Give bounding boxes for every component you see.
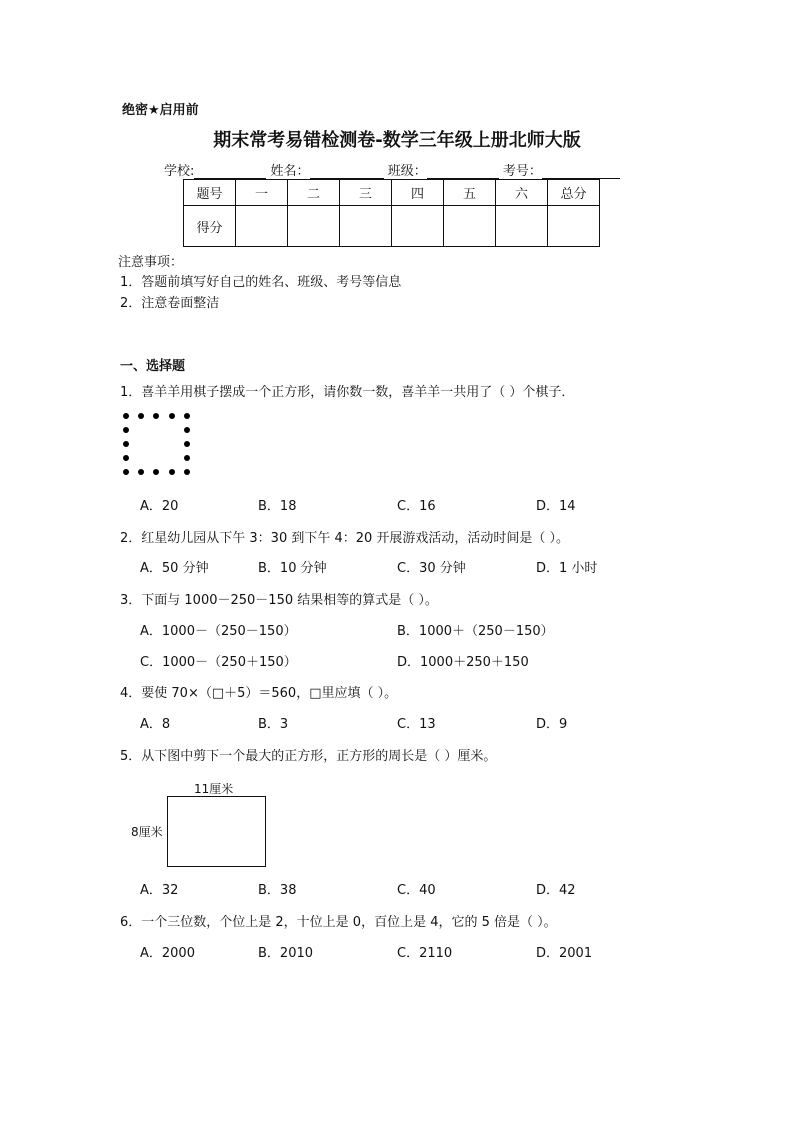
name-blank[interactable] bbox=[310, 164, 384, 179]
chess-dot bbox=[123, 413, 129, 419]
score-cell[interactable] bbox=[288, 206, 340, 247]
chess-dot bbox=[184, 469, 190, 475]
school-label: 学校: bbox=[164, 164, 195, 179]
option-d[interactable]: D．42 bbox=[536, 883, 576, 898]
section-heading: 一、选择题 bbox=[120, 359, 186, 374]
chess-dot bbox=[123, 427, 129, 433]
confidential-mark: 绝密★启用前 bbox=[122, 103, 199, 118]
option-a[interactable]: A．50 分钟 bbox=[140, 561, 209, 576]
chess-dot bbox=[138, 413, 144, 419]
chess-dot bbox=[184, 455, 190, 461]
option-b[interactable]: B．38 bbox=[258, 883, 297, 898]
chess-dot bbox=[184, 413, 190, 419]
option-a[interactable]: A．1000－（250－150） bbox=[140, 624, 297, 639]
option-c[interactable]: C．40 bbox=[397, 883, 436, 898]
chess-dot bbox=[123, 469, 129, 475]
class-label: 班级： bbox=[387, 164, 427, 179]
rectangle-width-label: 11厘米 bbox=[194, 782, 234, 796]
chess-dot bbox=[169, 469, 175, 475]
chess-dot bbox=[123, 441, 129, 447]
option-c[interactable]: C．30 分钟 bbox=[397, 561, 466, 576]
option-b[interactable]: B．3 bbox=[258, 717, 289, 732]
option-c[interactable]: C．1000－（250＋150） bbox=[140, 655, 297, 670]
score-header-cell: 题号 bbox=[184, 180, 236, 206]
name-label: 姓名： bbox=[270, 164, 310, 179]
option-a[interactable]: A．20 bbox=[140, 499, 179, 514]
chess-dot bbox=[184, 441, 190, 447]
chess-dot bbox=[123, 455, 129, 461]
option-d[interactable]: D．1 小时 bbox=[536, 561, 598, 576]
option-d[interactable]: D．2001 bbox=[536, 946, 593, 961]
chess-dot bbox=[153, 413, 159, 419]
score-header-cell: 四 bbox=[392, 180, 444, 206]
score-cell[interactable] bbox=[444, 206, 496, 247]
option-b[interactable]: B．1000＋（250－150） bbox=[397, 624, 554, 639]
option-b[interactable]: B．10 分钟 bbox=[258, 561, 327, 576]
note-item: 2．注意卷面整洁 bbox=[120, 296, 220, 311]
option-d[interactable]: D．1000＋250＋150 bbox=[397, 655, 529, 670]
score-cell[interactable] bbox=[340, 206, 392, 247]
score-header-cell: 六 bbox=[496, 180, 548, 206]
note-item: 1．答题前填写好自己的姓名、班级、考号等信息 bbox=[120, 275, 402, 290]
rectangle-height-label: 8厘米 bbox=[131, 825, 163, 839]
option-b[interactable]: B．18 bbox=[258, 499, 297, 514]
option-c[interactable]: C．2110 bbox=[397, 946, 453, 961]
option-d[interactable]: D．9 bbox=[536, 717, 568, 732]
score-row-label: 得分 bbox=[184, 206, 236, 247]
question-5: 5．从下图中剪下一个最大的正方形，正方形的周长是（ ）厘米。 bbox=[120, 749, 497, 764]
score-cell[interactable] bbox=[392, 206, 444, 247]
score-header-cell: 五 bbox=[444, 180, 496, 206]
student-info-line bbox=[164, 160, 620, 179]
score-header-cell: 总分 bbox=[548, 180, 600, 206]
page-title: 期末常考易错检测卷-数学三年级上册北师大版 bbox=[213, 130, 581, 151]
chess-dot bbox=[138, 469, 144, 475]
score-header-cell: 三 bbox=[340, 180, 392, 206]
exam-no-blank[interactable] bbox=[542, 164, 620, 179]
score-cell[interactable] bbox=[496, 206, 548, 247]
question-4: 4．要使 70×（□＋5）＝560，□里应填（ ）。 bbox=[120, 686, 398, 701]
question-1: 1．喜羊羊用棋子摆成一个正方形，请你数一数，喜羊羊一共用了（ ）个棋子． bbox=[120, 385, 575, 400]
exam-no-label: 考号： bbox=[502, 164, 542, 179]
option-a[interactable]: A．8 bbox=[140, 717, 171, 732]
option-c[interactable]: C．16 bbox=[397, 499, 436, 514]
question-3: 3．下面与 1000－250－150 结果相等的算式是（ ）。 bbox=[120, 593, 438, 608]
rectangle-figure bbox=[167, 796, 266, 867]
school-blank[interactable] bbox=[194, 164, 266, 179]
notes-title: 注意事项： bbox=[118, 255, 184, 270]
class-blank[interactable] bbox=[427, 164, 499, 179]
chess-dot bbox=[184, 427, 190, 433]
chess-dot bbox=[169, 413, 175, 419]
score-header-cell: 二 bbox=[288, 180, 340, 206]
score-cell[interactable] bbox=[236, 206, 288, 247]
option-a[interactable]: A．2000 bbox=[140, 946, 195, 961]
chess-dot bbox=[153, 469, 159, 475]
question-6: 6．一个三位数，个位上是 2，十位上是 0，百位上是 4，它的 5 倍是（ ）。 bbox=[120, 915, 557, 930]
option-c[interactable]: C．13 bbox=[397, 717, 436, 732]
score-table bbox=[183, 179, 600, 247]
question-2: 2．红星幼儿园从下午 3：30 到下午 4：20 开展游戏活动，活动时间是（ ）。 bbox=[120, 531, 570, 546]
option-a[interactable]: A．32 bbox=[140, 883, 179, 898]
option-b[interactable]: B．2010 bbox=[258, 946, 314, 961]
score-cell[interactable] bbox=[548, 206, 600, 247]
option-d[interactable]: D．14 bbox=[536, 499, 576, 514]
score-header-cell: 一 bbox=[236, 180, 288, 206]
